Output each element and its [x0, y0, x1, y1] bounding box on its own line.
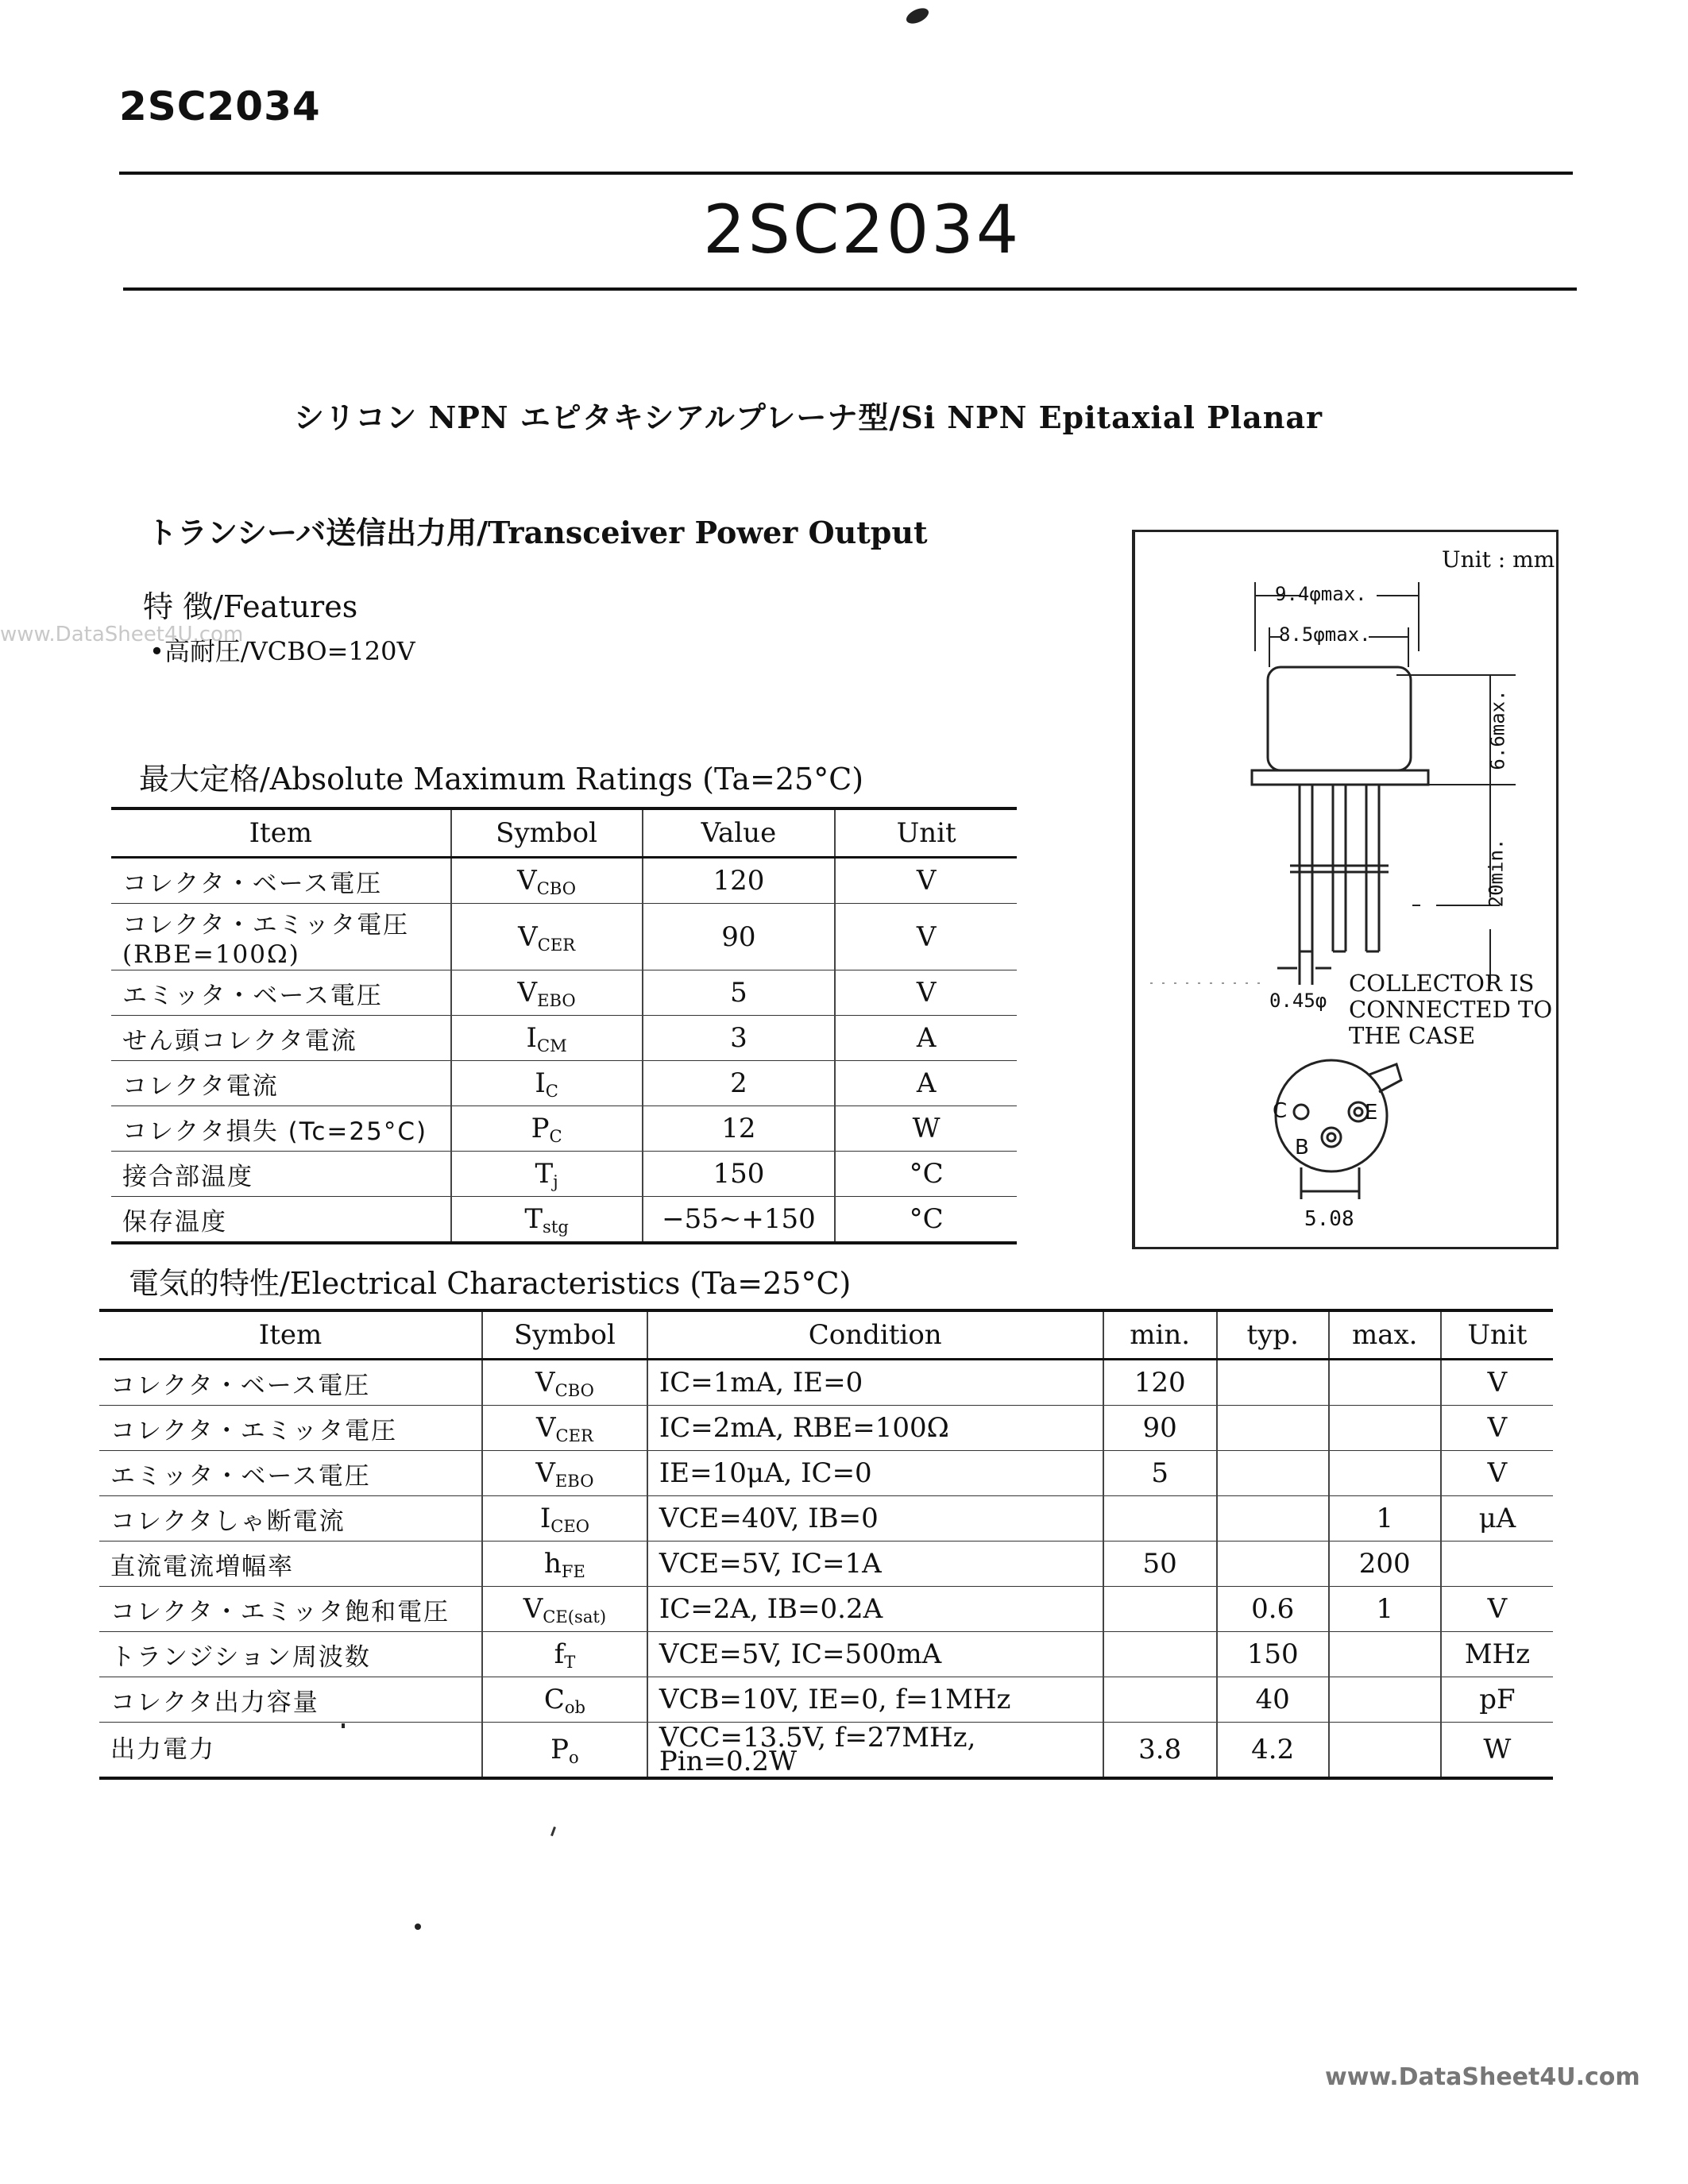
symbol-main: V — [517, 865, 537, 897]
condition-text: VCC=13.5V, f=27MHz, — [659, 1722, 976, 1754]
item-text: せん頭コレクタ電流 — [122, 1026, 357, 1055]
scan-speck — [342, 1723, 345, 1728]
symbol-sub: FE — [561, 1561, 585, 1581]
unit-cell: μA — [1441, 1496, 1553, 1542]
min-cell: 5 — [1103, 1451, 1217, 1496]
typ-cell: 40 — [1217, 1677, 1329, 1723]
elec-heading: 電気的特性/Electrical Characteristics (Ta=25°C) — [129, 1266, 852, 1301]
leads — [1277, 785, 1389, 985]
value-cell: 5 — [643, 970, 836, 1016]
table-row — [111, 858, 1017, 904]
subtitle: シリコン NPN エピタキシアルプレーナ型/Si NPN Epitaxial Planar — [294, 399, 1323, 435]
max-cell — [1329, 1451, 1441, 1496]
item-cell: エミッタ・ベース電圧 — [99, 1451, 482, 1496]
max-cell: 1 — [1329, 1496, 1441, 1542]
symbol-sub: T — [564, 1651, 576, 1672]
col-item: Item — [111, 808, 451, 858]
symbol-main: I — [535, 1067, 546, 1099]
item-cell: 直流電流増幅率 — [99, 1542, 482, 1587]
collector-note-line: THE CASE — [1349, 1022, 1476, 1049]
table-row — [99, 1632, 1553, 1677]
typ-cell — [1217, 1496, 1329, 1542]
item-text: コレクタ・ベース電圧 — [122, 869, 383, 898]
typ-cell — [1217, 1360, 1329, 1406]
unit-cell: V — [835, 858, 1017, 904]
item-cell: コレクタしゃ断電流 — [99, 1496, 482, 1542]
min-cell — [1103, 1632, 1217, 1677]
application: トランシーバ送信出力用/Transceiver Power Output — [147, 515, 928, 550]
elec-table — [99, 1309, 1553, 1780]
condition-cell — [647, 1677, 1103, 1723]
unit-cell: V — [835, 904, 1017, 970]
condition-cell — [647, 1587, 1103, 1632]
pin-e-label: E — [1365, 1101, 1378, 1125]
table-row — [99, 1406, 1553, 1451]
item-cell — [111, 858, 451, 904]
symbol-cell — [482, 1406, 647, 1451]
page-title: 2SC2034 — [703, 191, 1022, 268]
value-cell: 90 — [643, 904, 836, 970]
dim-height-label: 6.6max. — [1486, 689, 1509, 770]
condition-text: VCB=10V, IE=0, f=1MHz — [659, 1684, 1011, 1715]
typ-cell — [1217, 1406, 1329, 1451]
min-cell: 3.8 — [1103, 1723, 1217, 1779]
symbol-sub: C — [549, 1125, 562, 1146]
symbol-sub: ob — [564, 1696, 586, 1717]
symbol-cell — [451, 904, 643, 970]
unit-cell: pF — [1441, 1677, 1553, 1723]
pin-c-label: C — [1273, 1099, 1288, 1123]
symbol-sub: CBO — [536, 878, 577, 898]
value-cell: 120 — [643, 858, 836, 904]
symbol-main: V — [535, 1367, 555, 1399]
unit-cell: °C — [835, 1152, 1017, 1197]
symbol-main: V — [518, 920, 538, 953]
pin-b-label: B — [1295, 1136, 1309, 1160]
unit-cell: V — [1441, 1360, 1553, 1406]
item-cell — [111, 904, 451, 970]
elec-header-row — [99, 1310, 1553, 1360]
can-flange — [1252, 770, 1428, 785]
col-condition: Condition — [647, 1310, 1103, 1360]
col-symbol: Symbol — [482, 1310, 647, 1360]
condition-cell — [647, 1542, 1103, 1587]
min-cell: 120 — [1103, 1360, 1217, 1406]
table-row — [111, 904, 1017, 970]
abs-max-table — [111, 807, 1017, 1244]
symbol-cell — [482, 1360, 647, 1406]
item-text: 接合部温度 — [122, 1162, 253, 1191]
symbol-sub: EBO — [554, 1470, 594, 1491]
condition-cell — [647, 1632, 1103, 1677]
table-row — [111, 970, 1017, 1016]
col-min: min. — [1103, 1310, 1217, 1360]
min-cell — [1103, 1496, 1217, 1542]
item-text: 保存温度 — [122, 1207, 227, 1237]
table-row — [99, 1451, 1553, 1496]
symbol-main: h — [543, 1548, 562, 1580]
top-left-part-number: 2SC2034 — [119, 83, 321, 129]
scan-speck — [415, 1924, 421, 1930]
item-cell — [111, 1061, 451, 1106]
item-text: エミッタ・ベース電圧 — [122, 981, 383, 1010]
condition-cell — [647, 1723, 1103, 1779]
header-rule-top — [119, 172, 1573, 175]
watermark-footer: www.DataSheet4U.com — [1325, 2063, 1640, 2091]
table-row — [99, 1542, 1553, 1587]
item-cell: コレクタ・ベース電圧 — [99, 1360, 482, 1406]
unit-cell — [1441, 1542, 1553, 1587]
max-cell — [1329, 1360, 1441, 1406]
unit-cell: °C — [835, 1197, 1017, 1244]
min-cell — [1103, 1677, 1217, 1723]
typ-cell: 150 — [1217, 1632, 1329, 1677]
table-row — [99, 1723, 1553, 1779]
unit-cell: W — [1441, 1723, 1553, 1779]
table-row — [111, 1061, 1017, 1106]
header-rule-bottom — [123, 287, 1577, 291]
unit-cell: A — [835, 1061, 1017, 1106]
max-cell — [1329, 1677, 1441, 1723]
condition-cell — [647, 1451, 1103, 1496]
collector-note-line: COLLECTOR IS — [1349, 970, 1535, 997]
max-cell — [1329, 1406, 1441, 1451]
max-cell — [1329, 1632, 1441, 1677]
symbol-sub: j — [553, 1171, 558, 1191]
typ-cell: 4.2 — [1217, 1723, 1329, 1779]
col-value: Value — [643, 808, 836, 858]
item-text: コレクタ電流 — [122, 1071, 279, 1101]
symbol-cell — [451, 1197, 643, 1244]
min-cell: 90 — [1103, 1406, 1217, 1451]
symbol-sub: EBO — [537, 990, 576, 1010]
can-body — [1268, 667, 1411, 770]
table-row — [111, 1106, 1017, 1152]
bottom-view — [1276, 1060, 1401, 1199]
unit-cell: W — [835, 1106, 1017, 1152]
value-cell: 2 — [643, 1061, 836, 1106]
symbol-cell — [482, 1587, 647, 1632]
condition-text: VCE=40V, IB=0 — [659, 1503, 879, 1534]
symbol-sub: CE(sat) — [543, 1606, 607, 1626]
condition-text: VCE=5V, IC=1A — [659, 1548, 882, 1580]
unit-cell: V — [835, 970, 1017, 1016]
col-typ: typ. — [1217, 1310, 1329, 1360]
condition-text: VCE=5V, IC=500mA — [659, 1638, 942, 1670]
unit-cell: V — [1441, 1406, 1553, 1451]
max-cell: 200 — [1329, 1542, 1441, 1587]
condition-text: IC=2mA, RBE=100Ω — [659, 1412, 949, 1444]
table-row — [111, 1152, 1017, 1197]
unit-cell: A — [835, 1016, 1017, 1061]
unit-cell: V — [1441, 1451, 1553, 1496]
symbol-main: P — [550, 1734, 570, 1765]
symbol-main: V — [535, 1412, 556, 1444]
item-cell — [111, 1152, 451, 1197]
col-max: max. — [1329, 1310, 1441, 1360]
typ-cell: 0.6 — [1217, 1587, 1329, 1632]
watermark-left: www.DataSheet4U.com — [0, 623, 244, 646]
package-unit: Unit : mm — [1442, 546, 1555, 573]
symbol-main: T — [535, 1158, 554, 1190]
symbol-sub: CBO — [554, 1379, 594, 1400]
dim-pin-label: 5.08 — [1304, 1207, 1354, 1231]
symbol-main: V — [523, 1593, 543, 1625]
symbol-cell — [482, 1496, 647, 1542]
dim-lead-label: 20min. — [1485, 838, 1508, 908]
symbol-main: C — [543, 1684, 565, 1715]
condition-text: IE=10μA, IC=0 — [659, 1457, 872, 1489]
symbol-cell — [451, 1061, 643, 1106]
symbol-cell — [482, 1451, 647, 1496]
condition-text-2: Pin=0.2W — [659, 1746, 798, 1777]
typ-cell — [1217, 1542, 1329, 1587]
table-row — [99, 1677, 1553, 1723]
item-cell: 出力電力 — [99, 1723, 482, 1779]
item-cell: トランジション周波数 — [99, 1632, 482, 1677]
item-subtext: (RBE=100Ω) — [122, 940, 300, 969]
condition-cell — [647, 1406, 1103, 1451]
col-unit: Unit — [1441, 1310, 1553, 1360]
value-cell: 12 — [643, 1106, 836, 1152]
item-cell: コレクタ・エミッタ飽和電圧 — [99, 1587, 482, 1632]
symbol-sub: CER — [537, 934, 576, 955]
min-cell: 50 — [1103, 1542, 1217, 1587]
item-cell: コレクタ・エミッタ電圧 — [99, 1406, 482, 1451]
symbol-main: P — [531, 1113, 550, 1144]
table-row — [111, 1197, 1017, 1244]
symbol-sub: CEO — [550, 1515, 590, 1536]
symbol-cell — [451, 970, 643, 1016]
item-cell — [111, 1016, 451, 1061]
col-unit: Unit — [835, 808, 1017, 858]
symbol-cell — [451, 1016, 643, 1061]
value-cell: −55∼+150 — [643, 1197, 836, 1244]
unit-cell: MHz — [1441, 1632, 1553, 1677]
features-heading: 特 徴/Features — [143, 589, 358, 624]
symbol-sub: o — [569, 1746, 579, 1767]
symbol-main: V — [535, 1457, 555, 1489]
condition-text: IC=1mA, IE=0 — [659, 1367, 863, 1399]
symbol-cell — [482, 1677, 647, 1723]
min-cell — [1103, 1587, 1217, 1632]
table-row — [99, 1587, 1553, 1632]
symbol-main: I — [539, 1503, 551, 1534]
symbol-main: I — [526, 1022, 537, 1054]
table-row — [111, 1016, 1017, 1061]
unit-cell: V — [1441, 1587, 1553, 1632]
condition-cell — [647, 1360, 1103, 1406]
stain-mark — [904, 5, 931, 26]
item-cell — [111, 970, 451, 1016]
col-symbol: Symbol — [451, 808, 643, 858]
scan-speck — [550, 1827, 556, 1836]
item-text: コレクタ損失 (Tc=25°C) — [122, 1117, 428, 1146]
feature-item: •高耐圧/VCBO=120V — [149, 636, 415, 666]
symbol-main: V — [517, 977, 538, 1009]
collector-note — [1349, 970, 1552, 1049]
symbol-cell — [451, 1152, 643, 1197]
symbol-sub: CM — [536, 1035, 567, 1055]
item-cell — [111, 1106, 451, 1152]
item-cell: コレクタ出力容量 — [99, 1677, 482, 1723]
symbol-sub: stg — [543, 1216, 569, 1237]
max-cell: 1 — [1329, 1587, 1441, 1632]
dim-outer-label: 9.4φmax. — [1275, 583, 1367, 605]
abs-max-heading: 最大定格/Absolute Maximum Ratings (Ta=25°C) — [139, 762, 864, 797]
symbol-cell — [482, 1723, 647, 1779]
item-cell — [111, 1197, 451, 1244]
symbol-cell — [451, 1106, 643, 1152]
symbol-main: f — [554, 1638, 565, 1670]
symbol-sub: CER — [555, 1425, 593, 1445]
value-cell: 3 — [643, 1016, 836, 1061]
col-item: Item — [99, 1310, 482, 1360]
symbol-cell — [451, 858, 643, 904]
value-cell: 150 — [643, 1152, 836, 1197]
symbol-cell — [482, 1542, 647, 1587]
condition-cell — [647, 1496, 1103, 1542]
condition-text: IC=2A, IB=0.2A — [659, 1593, 883, 1625]
table-row — [99, 1360, 1553, 1406]
dim-lead-diameter-label: 0.45φ — [1269, 990, 1327, 1012]
symbol-main: T — [524, 1203, 543, 1235]
symbol-cell — [482, 1632, 647, 1677]
dim-inner-label: 8.5φmax. — [1279, 623, 1371, 646]
symbol-sub: C — [545, 1080, 558, 1101]
typ-cell — [1217, 1451, 1329, 1496]
abs-max-header-row — [111, 808, 1017, 858]
max-cell — [1329, 1723, 1441, 1779]
collector-note-line: CONNECTED TO — [1349, 996, 1553, 1023]
table-row — [99, 1496, 1553, 1542]
item-text: コレクタ・エミッタ電圧 — [122, 911, 410, 940]
